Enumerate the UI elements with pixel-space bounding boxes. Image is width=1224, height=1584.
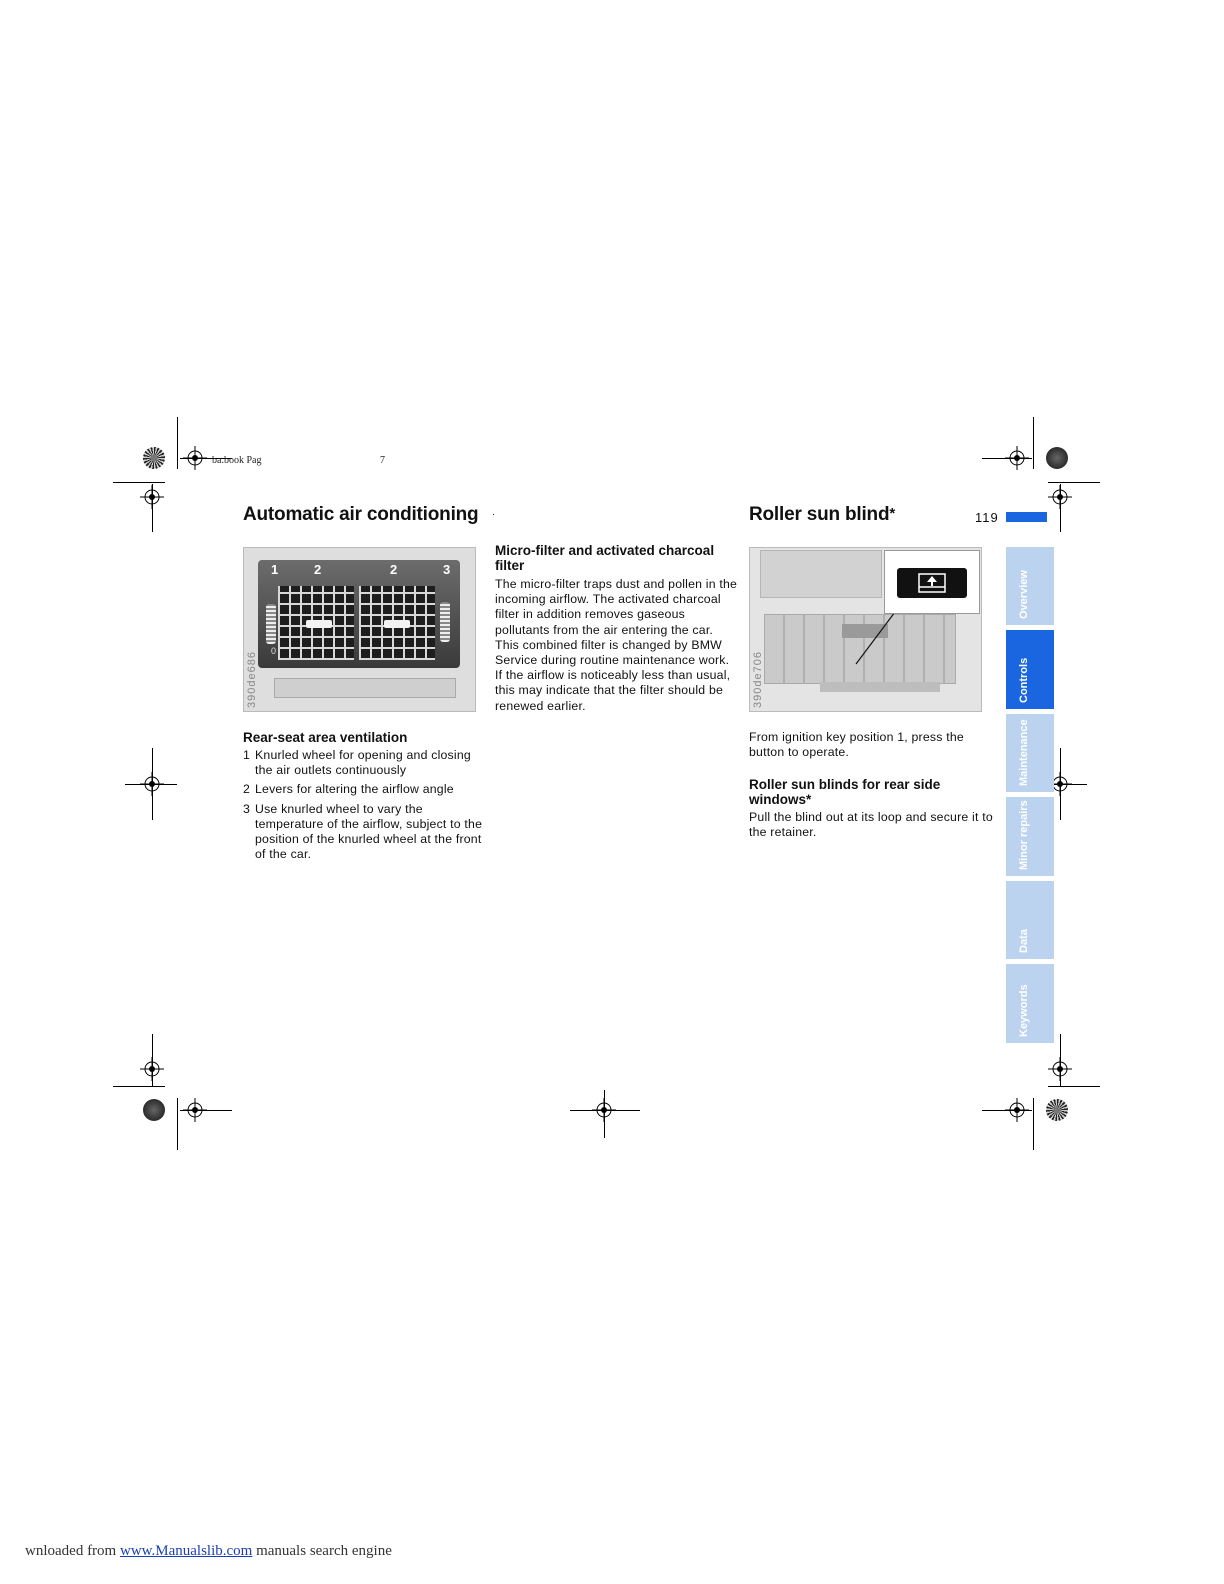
figure-callout: 3 (443, 562, 451, 577)
callout-line (850, 608, 910, 668)
button-callout-box (884, 550, 980, 614)
roller-blind-button (897, 568, 967, 598)
heading-rear-seat-ventilation: Rear-seat area ventilation (243, 730, 408, 745)
section-title-air-conditioning: Automatic air conditioning (243, 504, 479, 525)
figure-rear-vent (243, 547, 476, 712)
micro-filter-text: The micro-filter traps dust and pollen in the incoming airflow. The activated charcoal filter in addition removes gaseous pollutants from the air entering the car. This combined filter is changed by BMW Service during routine maintenance work. If the airflow is noticeably less than usual, this may indicate that the filter should be renewed earlier. (495, 577, 738, 713)
page-number: 119 (975, 510, 999, 525)
registration-target-icon (1048, 485, 1072, 509)
figure-callout: 1 (271, 562, 279, 577)
print-slug-file: ba.book Pag (212, 455, 262, 466)
tab-keywords[interactable]: Keywords (1006, 964, 1054, 1043)
figure-code: 390de706 (752, 651, 764, 708)
registration-target-icon (183, 446, 207, 470)
print-slug-page: 7 (380, 455, 385, 466)
tab-maintenance[interactable]: Maintenance (1006, 714, 1054, 792)
registration-target-icon (1048, 1057, 1072, 1081)
airflow-lever-left (306, 620, 332, 628)
registration-target-icon (1005, 1098, 1029, 1122)
registration-target-icon (592, 1098, 616, 1122)
figure-callout: 2 (314, 562, 322, 577)
registration-target-icon (183, 1098, 207, 1122)
knurled-wheel-left (266, 604, 276, 644)
page-marker-bar (1006, 512, 1047, 522)
vent-dial-mark: 0 (271, 646, 277, 656)
registration-seal (143, 447, 165, 469)
registration-seal (1046, 1099, 1068, 1121)
footer (25, 1543, 392, 1560)
figure-callout: 2 (390, 562, 398, 577)
knurled-wheel-right (440, 602, 450, 642)
footer-suffix: manuals search engine (256, 1543, 392, 1559)
title-asterisk: * (889, 505, 895, 522)
roller-blind-button-icon (897, 568, 967, 598)
airflow-lever-right (384, 620, 410, 628)
lower-trim (820, 682, 940, 692)
tab-controls[interactable]: Controls (1006, 630, 1054, 709)
registration-target-icon (1005, 446, 1029, 470)
tab-minor-repairs[interactable]: Minor repairs (1006, 797, 1054, 876)
title-asterisk: . (492, 507, 495, 518)
registration-seal (143, 1099, 165, 1121)
figure-control-panel (749, 547, 982, 712)
rear-side-blinds-text: Pull the blind out at its loop and secure it to the retainer. (749, 810, 993, 840)
manualslib-link[interactable]: www.Manualslib.com (119, 1543, 253, 1559)
rear-seat-list (243, 748, 483, 866)
list-item: 2 Levers for altering the airflow angle (243, 782, 454, 797)
sun-blind-text: From ignition key position 1, press the button to operate. (749, 730, 964, 760)
registration-seal (1046, 447, 1068, 469)
figure-code: 390de686 (246, 651, 258, 708)
list-item: 1 Knurled wheel for opening and closing the air outlets continuously (243, 748, 471, 778)
tab-overview[interactable]: Overview (1006, 547, 1054, 625)
heading-micro-filter: Micro-filter and activated charcoal filter (495, 543, 715, 573)
section-title-roller-sun-blind: Roller sun blind* (749, 504, 895, 525)
list-item: 3 Use knurled wheel to vary the temperature of the airflow, subject to the position of the knurled wheel at the front of the car. (243, 801, 483, 862)
radio-panel (760, 550, 882, 598)
footer-prefix: wnloaded from (25, 1543, 117, 1559)
registration-target-icon (140, 1057, 164, 1081)
registration-target-icon (140, 772, 164, 796)
heading-rear-side-blinds: Roller sun blinds for rear side windows* (749, 777, 941, 807)
lower-trim (274, 678, 456, 698)
registration-target-icon (140, 485, 164, 509)
tab-data[interactable]: Data (1006, 881, 1054, 959)
